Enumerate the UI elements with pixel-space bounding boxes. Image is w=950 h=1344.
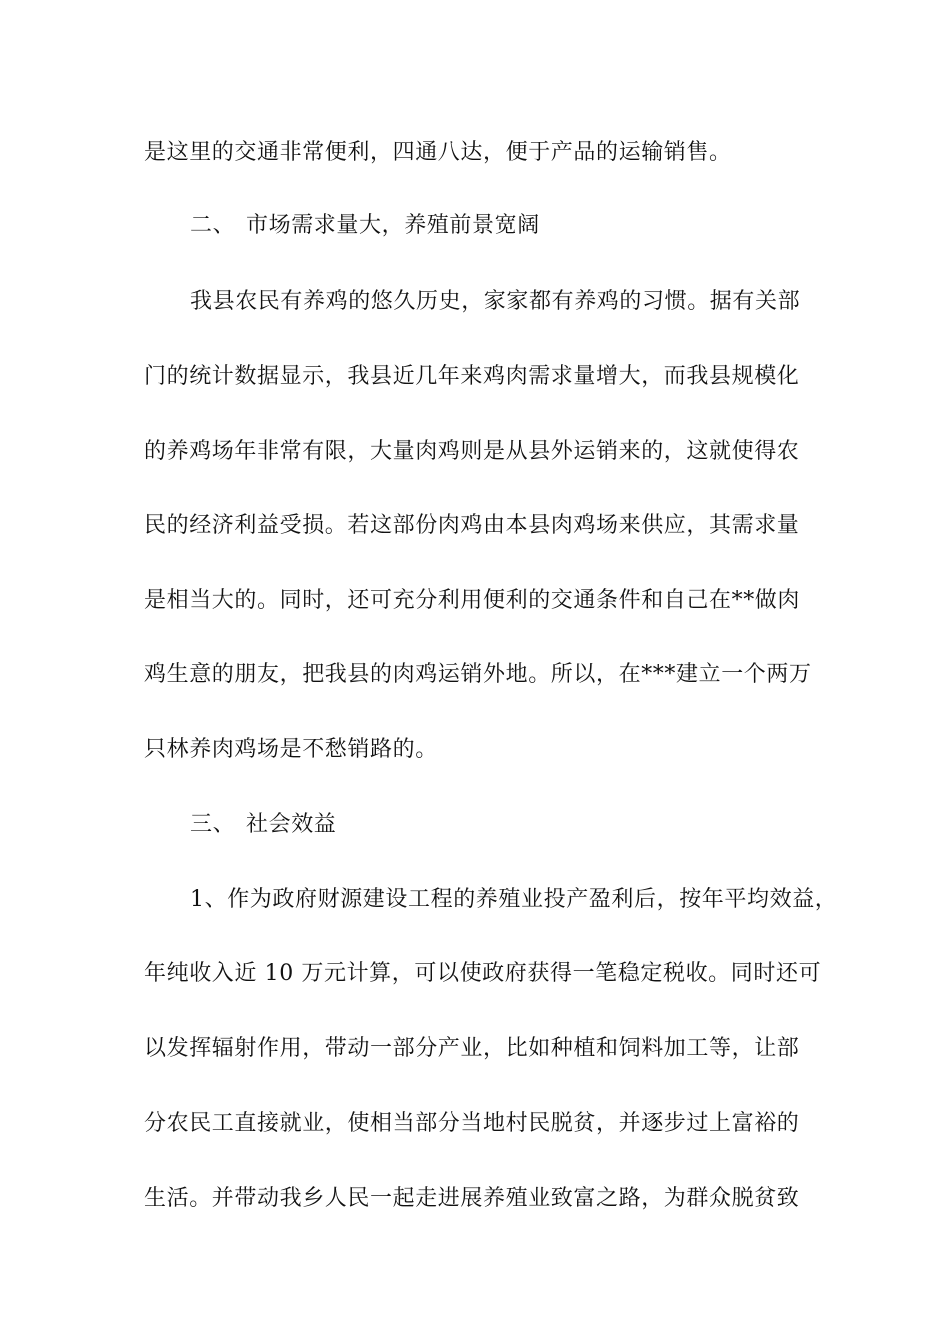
paragraph-line: 是这里的交通非常便利，四通八达，便于产品的运输销售。	[144, 140, 732, 165]
heading-number: 三、	[190, 812, 236, 837]
heading-text: 市场需求量大，养殖前景宽阔	[246, 213, 540, 238]
section-heading	[190, 810, 870, 840]
paragraph-line: 年纯收入近 10 万元计算，可以使政府获得一笔稳定税收。同时还可	[144, 961, 822, 986]
paragraph-line: 1、作为政府财源建设工程的养殖业投产盈利后，按年平均效益，	[190, 887, 838, 912]
paragraph-line: 鸡生意的朋友，把我县的肉鸡运销外地。所以，在***建立一个两万	[144, 662, 812, 687]
heading-text: 社会效益	[246, 812, 337, 837]
paragraph-line: 我县农民有养鸡的悠久历史，家家都有养鸡的习惯。据有关部	[190, 289, 801, 314]
paragraph-line: 的养鸡场年非常有限，大量肉鸡则是从县外运销来的，这就使得农	[144, 439, 800, 464]
paragraph-line: 门的统计数据显示，我县近几年来鸡肉需求量增大，而我县规模化	[144, 364, 800, 389]
paragraph-line: 生活。并带动我乡人民一起走进展养殖业致富之路，为群众脱贫致	[144, 1186, 800, 1211]
paragraph-line: 民的经济利益受损。若这部份肉鸡由本县肉鸡场来供应，其需求量	[144, 513, 800, 538]
paragraph-line: 分农民工直接就业，使相当部分当地村民脱贫，并逐步过上富裕的	[144, 1111, 800, 1136]
paragraph-line: 以发挥辐射作用，带动一部分产业，比如种植和饲料加工等，让部	[144, 1036, 800, 1061]
heading-number: 二、	[190, 213, 236, 238]
paragraph-line: 只林养肉鸡场是不愁销路的。	[144, 737, 438, 762]
section-heading	[190, 211, 870, 241]
paragraph-line: 是相当大的。同时，还可充分利用便利的交通条件和自己在**做肉	[144, 588, 801, 613]
